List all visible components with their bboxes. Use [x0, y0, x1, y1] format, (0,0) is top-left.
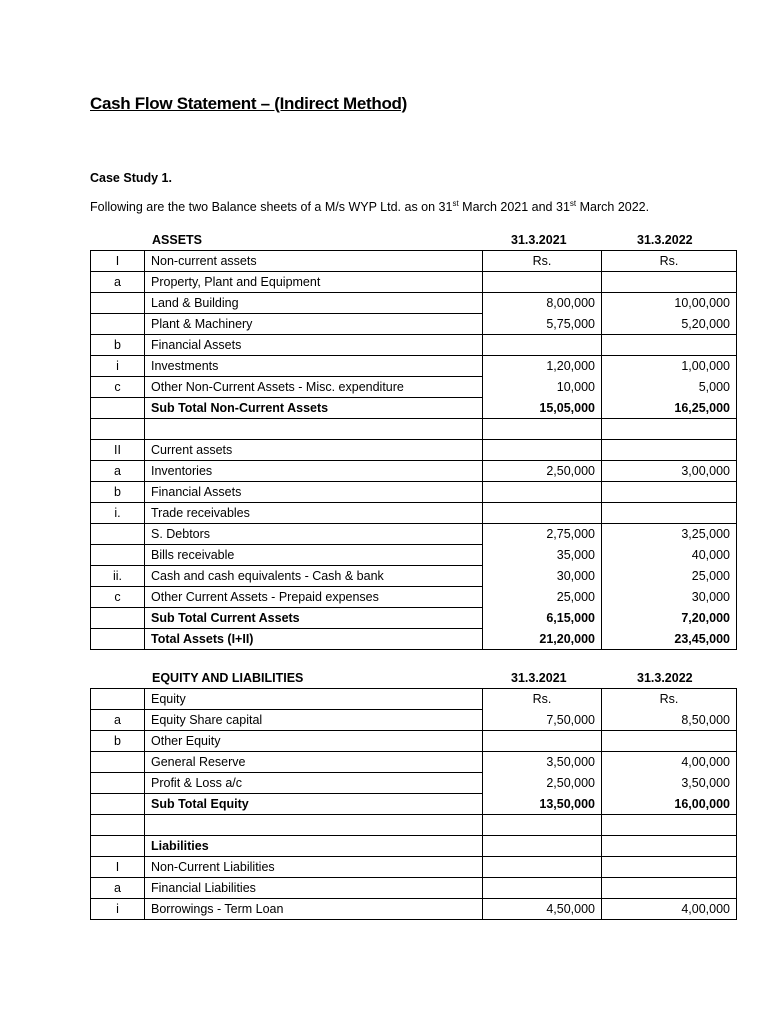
value-2021 [483, 482, 602, 503]
value-2022 [602, 419, 737, 440]
row-number [91, 608, 145, 629]
value-2022: 3,00,000 [602, 461, 737, 482]
value-2021 [483, 503, 602, 524]
assets-row [91, 419, 737, 440]
value-2021: 13,50,000 [483, 794, 602, 815]
row-label: Financial Assets [145, 335, 483, 356]
assets-row [91, 335, 737, 356]
value-2022: 1,00,000 [602, 356, 737, 377]
row-number: b [91, 731, 145, 752]
value-2021: 3,50,000 [483, 752, 602, 773]
value-2021: 6,15,000 [483, 608, 602, 629]
row-label: Land & Building [145, 293, 483, 314]
liabilities-row [91, 731, 737, 752]
row-label [145, 815, 483, 836]
row-number: b [91, 335, 145, 356]
value-2022 [602, 503, 737, 524]
assets-table [90, 250, 737, 650]
assets-row [91, 629, 737, 650]
row-label: Cash and cash equivalents - Cash & bank [145, 566, 483, 587]
row-label: Other Non-Current Assets - Misc. expenditure [145, 377, 483, 398]
row-number [91, 794, 145, 815]
assets-row [91, 314, 737, 335]
assets-row [91, 608, 737, 629]
assets-row [91, 272, 737, 293]
value-2021: 5,75,000 [483, 314, 602, 335]
value-2021: 8,00,000 [483, 293, 602, 314]
value-2021: 2,50,000 [483, 461, 602, 482]
assets-row [91, 377, 737, 398]
value-2021 [483, 272, 602, 293]
row-label: Borrowings - Term Loan [145, 899, 483, 920]
value-2022 [602, 815, 737, 836]
value-2021: 1,20,000 [483, 356, 602, 377]
liabilities-row [91, 752, 737, 773]
row-label: Trade receivables [145, 503, 483, 524]
row-label: Property, Plant and Equipment [145, 272, 483, 293]
row-number: b [91, 482, 145, 503]
row-number [91, 773, 145, 794]
value-2021: 30,000 [483, 566, 602, 587]
assets-row [91, 482, 737, 503]
row-number [91, 293, 145, 314]
liabilities-header [0, 668, 768, 688]
row-label: Sub Total Non-Current Assets [145, 398, 483, 419]
liabilities-row [91, 836, 737, 857]
value-2021 [483, 731, 602, 752]
value-2022 [602, 836, 737, 857]
row-number [91, 314, 145, 335]
value-2021: 7,50,000 [483, 710, 602, 731]
value-2022 [602, 440, 737, 461]
row-label: S. Debtors [145, 524, 483, 545]
row-number [91, 836, 145, 857]
liabilities-heading: EQUITY AND LIABILITIES [152, 671, 304, 685]
row-label: Total Assets (I+II) [145, 629, 483, 650]
value-2022: 10,00,000 [602, 293, 737, 314]
value-2022: 4,00,000 [602, 899, 737, 920]
row-number: a [91, 272, 145, 293]
value-2022 [602, 272, 737, 293]
value-2021: Rs. [483, 689, 602, 710]
value-2022 [602, 878, 737, 899]
value-2022 [602, 482, 737, 503]
value-2022: 16,25,000 [602, 398, 737, 419]
intro-paragraph: Following are the two Balance sheets of a M/s WYP Ltd. as on 31st March 2021 and 31st March 2022. [90, 199, 650, 214]
row-number: a [91, 461, 145, 482]
value-2022 [602, 731, 737, 752]
row-label: Equity Share capital [145, 710, 483, 731]
assets-row [91, 461, 737, 482]
assets-row [91, 356, 737, 377]
row-label: Plant & Machinery [145, 314, 483, 335]
assets-section [0, 230, 768, 646]
liabilities-row [91, 899, 737, 920]
row-number: c [91, 587, 145, 608]
row-number [91, 689, 145, 710]
row-number: i. [91, 503, 145, 524]
value-2021: 2,75,000 [483, 524, 602, 545]
value-2022: Rs. [602, 689, 737, 710]
row-number: c [91, 377, 145, 398]
value-2022: 16,00,000 [602, 794, 737, 815]
value-2022: 8,50,000 [602, 710, 737, 731]
liabilities-row [91, 773, 737, 794]
value-2022: 4,00,000 [602, 752, 737, 773]
row-number [91, 524, 145, 545]
liabilities-table [90, 688, 737, 920]
value-2022: 25,000 [602, 566, 737, 587]
row-number: I [91, 251, 145, 272]
row-label: Inventories [145, 461, 483, 482]
row-number [91, 752, 145, 773]
row-label: Non-Current Liabilities [145, 857, 483, 878]
row-number [91, 629, 145, 650]
assets-row [91, 566, 737, 587]
row-label: Bills receivable [145, 545, 483, 566]
value-2021: 2,50,000 [483, 773, 602, 794]
row-label: Equity [145, 689, 483, 710]
row-number [91, 545, 145, 566]
value-2021: 21,20,000 [483, 629, 602, 650]
value-2021 [483, 815, 602, 836]
assets-col-2021: 31.3.2021 [511, 233, 567, 247]
row-number: II [91, 440, 145, 461]
row-label: Current assets [145, 440, 483, 461]
row-label: Investments [145, 356, 483, 377]
liabilities-row [91, 794, 737, 815]
liabilities-col-2021: 31.3.2021 [511, 671, 567, 685]
case-study-heading: Case Study 1. [90, 171, 172, 185]
row-number [91, 815, 145, 836]
row-label: Sub Total Equity [145, 794, 483, 815]
row-label: Other Equity [145, 731, 483, 752]
liabilities-col-2022: 31.3.2022 [637, 671, 693, 685]
value-2022 [602, 335, 737, 356]
row-number: a [91, 710, 145, 731]
value-2021: 25,000 [483, 587, 602, 608]
row-number: i [91, 356, 145, 377]
value-2021: 15,05,000 [483, 398, 602, 419]
liabilities-row [91, 878, 737, 899]
value-2022 [602, 857, 737, 878]
value-2022: 3,25,000 [602, 524, 737, 545]
assets-row [91, 524, 737, 545]
value-2022: 7,20,000 [602, 608, 737, 629]
row-label: Sub Total Current Assets [145, 608, 483, 629]
value-2021 [483, 440, 602, 461]
liabilities-row [91, 815, 737, 836]
row-number [91, 398, 145, 419]
liabilities-row [91, 710, 737, 731]
row-label: Other Current Assets - Prepaid expenses [145, 587, 483, 608]
row-label: General Reserve [145, 752, 483, 773]
assets-row [91, 293, 737, 314]
assets-row [91, 587, 737, 608]
assets-row [91, 545, 737, 566]
row-number: i [91, 899, 145, 920]
value-2021 [483, 419, 602, 440]
value-2022: 5,000 [602, 377, 737, 398]
row-label: Financial Assets [145, 482, 483, 503]
value-2021 [483, 335, 602, 356]
row-label [145, 419, 483, 440]
liabilities-row [91, 689, 737, 710]
value-2021: 10,000 [483, 377, 602, 398]
value-2021 [483, 878, 602, 899]
row-label: Financial Liabilities [145, 878, 483, 899]
assets-row [91, 440, 737, 461]
row-label: Liabilities [145, 836, 483, 857]
value-2022: 23,45,000 [602, 629, 737, 650]
liabilities-section [0, 668, 768, 916]
row-label: Profit & Loss a/c [145, 773, 483, 794]
value-2022: 3,50,000 [602, 773, 737, 794]
value-2022: 5,20,000 [602, 314, 737, 335]
page-title: Cash Flow Statement – (Indirect Method) [90, 94, 407, 113]
assets-header [0, 230, 768, 250]
value-2022: Rs. [602, 251, 737, 272]
row-number: a [91, 878, 145, 899]
value-2021: 35,000 [483, 545, 602, 566]
value-2021: 4,50,000 [483, 899, 602, 920]
value-2021 [483, 836, 602, 857]
liabilities-row [91, 857, 737, 878]
assets-col-2022: 31.3.2022 [637, 233, 693, 247]
assets-row [91, 398, 737, 419]
value-2021 [483, 857, 602, 878]
assets-row [91, 251, 737, 272]
assets-heading: ASSETS [152, 233, 203, 247]
value-2022: 40,000 [602, 545, 737, 566]
assets-row [91, 503, 737, 524]
row-number [91, 419, 145, 440]
value-2021: Rs. [483, 251, 602, 272]
row-number: I [91, 857, 145, 878]
value-2022: 30,000 [602, 587, 737, 608]
row-number: ii. [91, 566, 145, 587]
row-label: Non-current assets [145, 251, 483, 272]
